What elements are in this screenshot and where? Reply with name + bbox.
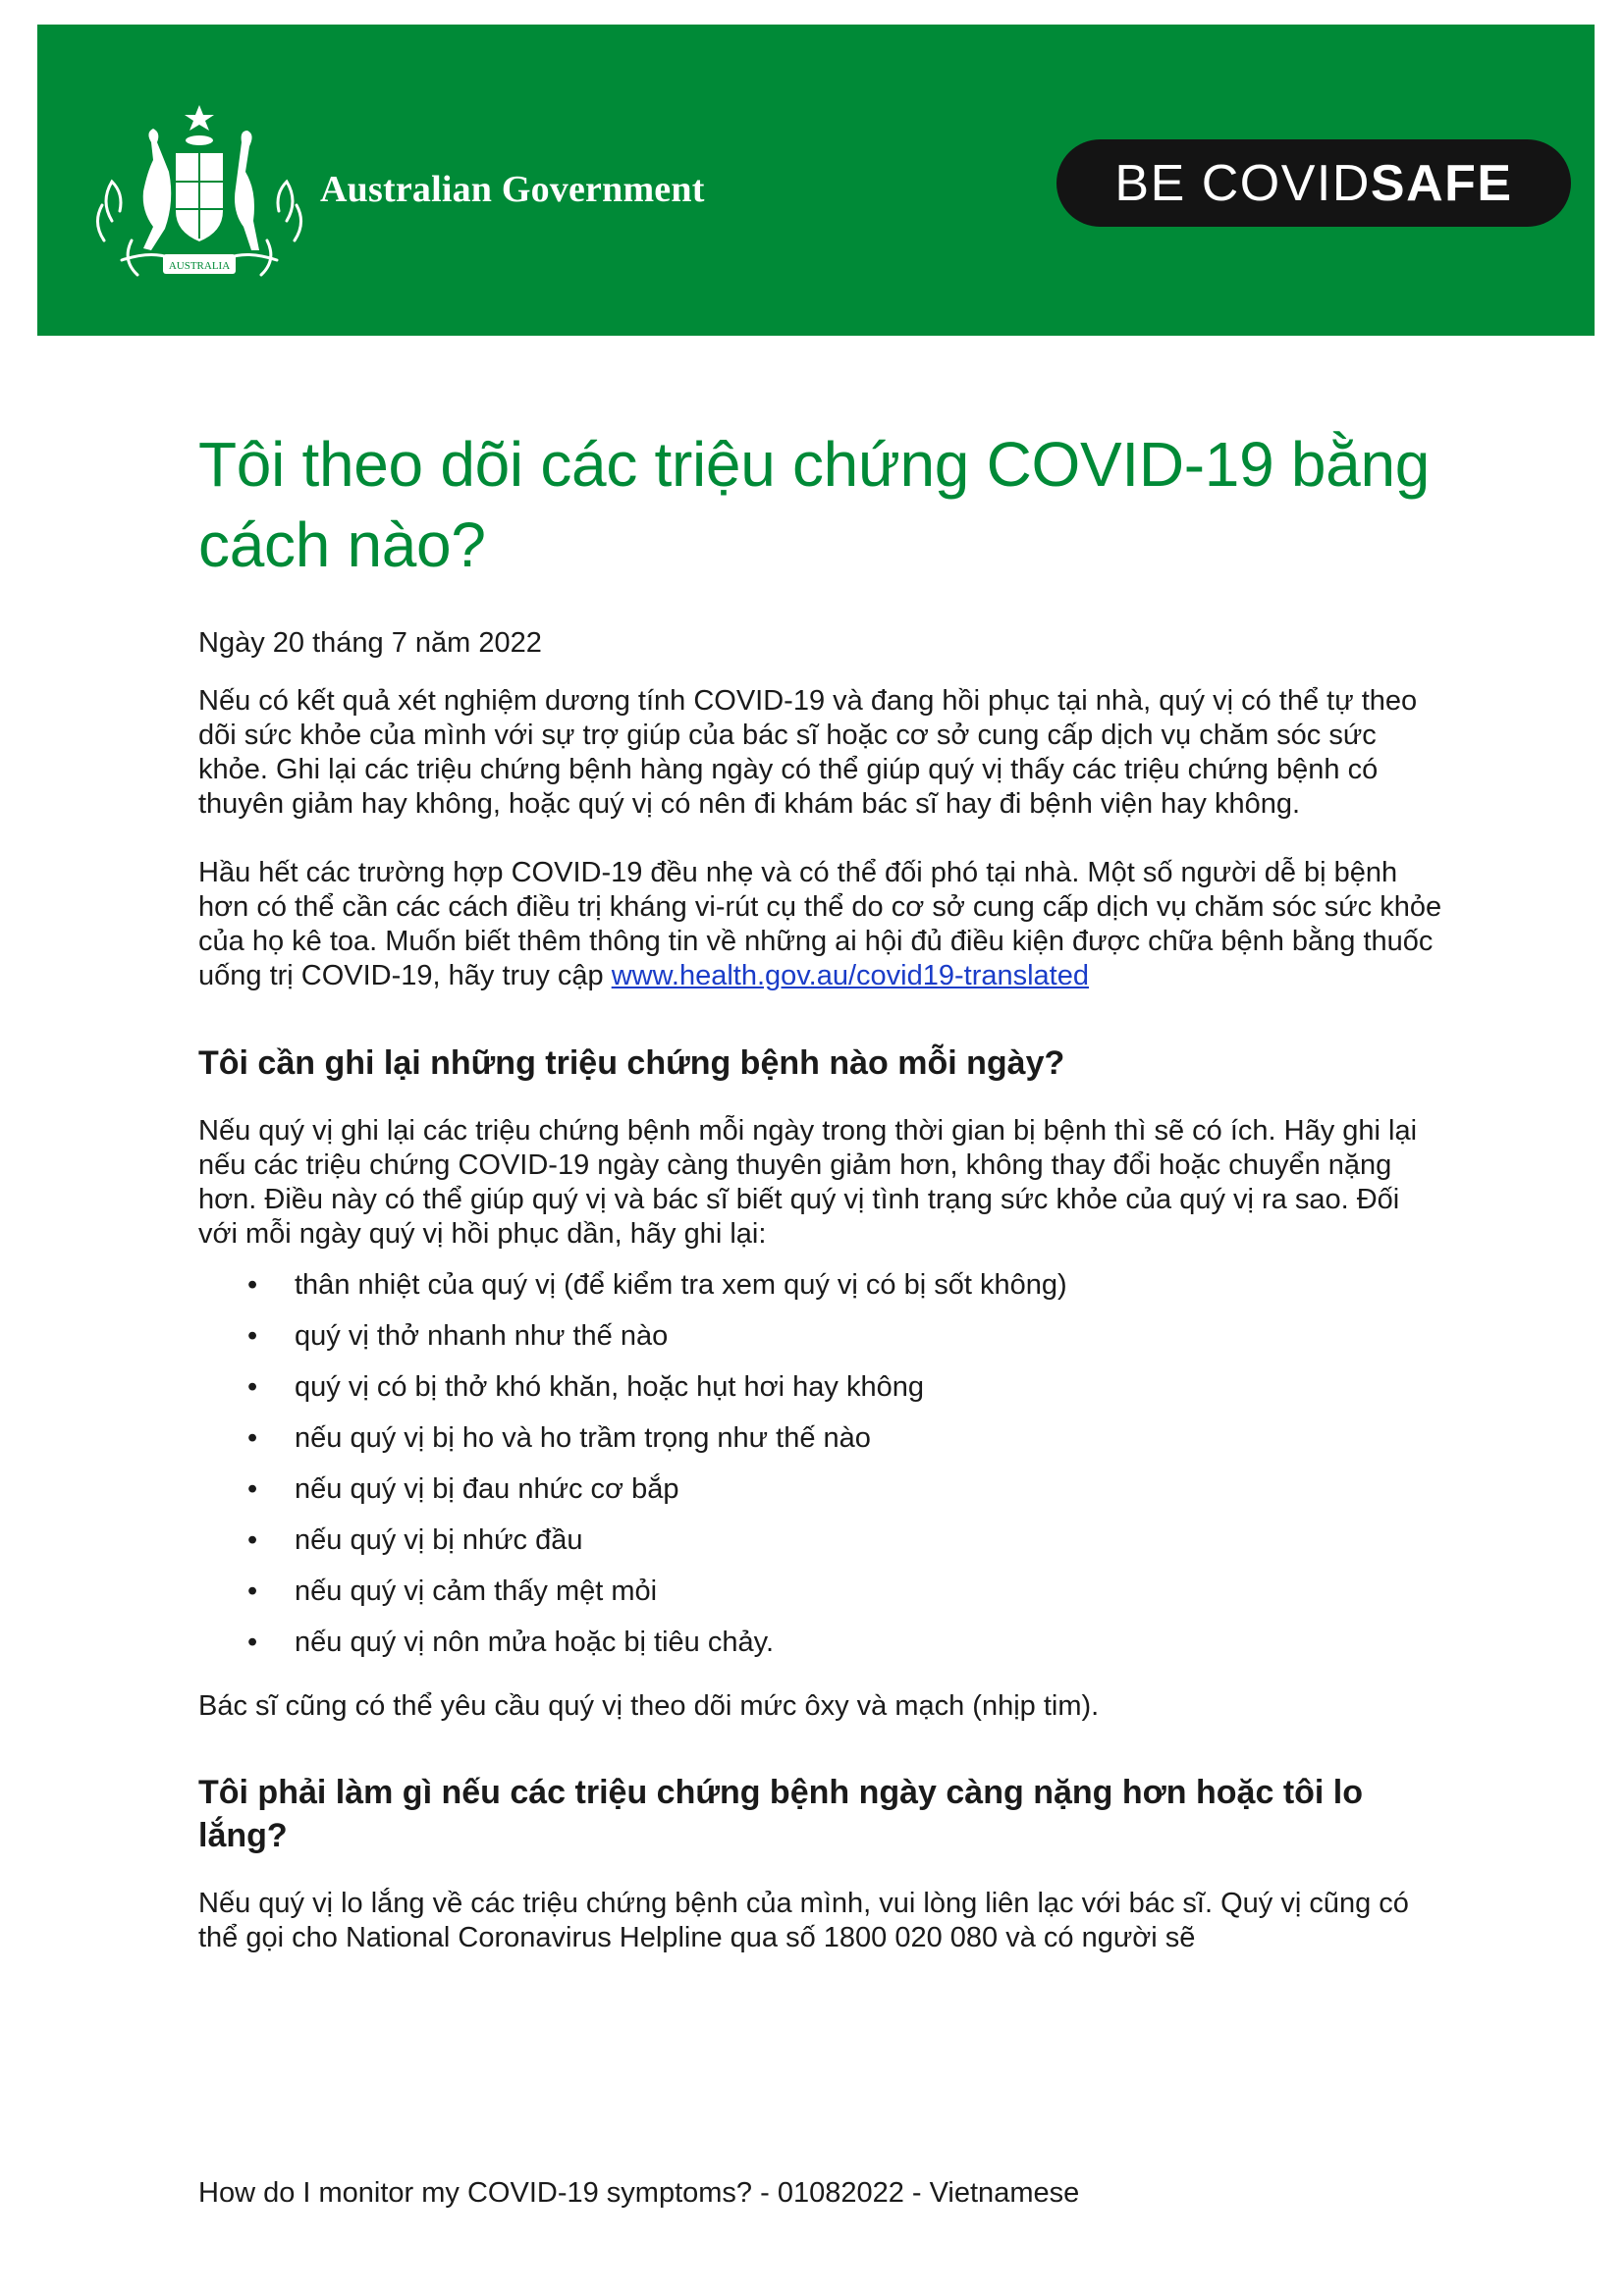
- bullet-icon: •: [247, 1473, 258, 1505]
- crest-scroll-text: AUSTRALIA: [168, 260, 231, 272]
- section-heading-symptoms: Tôi cần ghi lại những triệu chứng bệnh nào mỗi ngày?: [198, 1044, 1065, 1082]
- bullet-icon: •: [247, 1371, 258, 1403]
- page-title: Tôi theo dõi các triệu chứng COVID-19 bằng cách nào?: [198, 429, 1431, 580]
- publication-date: Ngày 20 tháng 7 năm 2022: [198, 627, 542, 659]
- list-item: [198, 1267, 1445, 1303]
- header-banner: [37, 25, 1595, 336]
- helpline-paragraph: Nếu quý vị lo lắng về các triệu chứng bệnh của mình, vui lòng liên lạc với bác sĩ. Quý vị cũng có thể gọi cho National Coronavirus Helpline qua số 1800 020 080 và có người sẽ: [198, 1888, 1409, 1953]
- list-item-text: nếu quý vị cảm thấy mệt mỏi: [295, 1575, 658, 1607]
- be-covidsafe-badge: [1056, 139, 1571, 227]
- mild-cases-text: Hầu hết các trường hợp COVID-19 đều nhẹ và có thể đối phó tại nhà. Một số người dễ bị bệnh hơn có thể cần các cách điều trị kháng vi-rút cụ thể do cơ sở cung cấp dịch vụ chăm sóc sức khỏe của họ kê toa. Muốn biết thêm thông tin về những ai hội đủ điều kiện được chữa bệnh bằng thuốc uống trị COVID-19, hãy truy cập: [198, 857, 1442, 991]
- list-item-text: nếu quý vị bị nhức đầu: [295, 1524, 583, 1556]
- bullet-icon: •: [247, 1627, 258, 1658]
- section-heading-worse-symptoms: Tôi phải làm gì nếu các triệu chứng bệnh ngày càng nặng hơn hoặc tôi lo lắng?: [198, 1774, 1364, 1854]
- bullet-icon: •: [247, 1422, 258, 1454]
- bullet-icon: •: [247, 1524, 258, 1556]
- bullet-icon: •: [247, 1269, 258, 1301]
- main-content: [198, 424, 1445, 1955]
- list-item-text: quý vị có bị thở khó khăn, hoặc hụt hơi hay không: [295, 1371, 924, 1403]
- australian-coat-of-arms-icon: [92, 103, 306, 290]
- list-item: [198, 1318, 1445, 1354]
- intro-paragraph: Nếu có kết quả xét nghiệm dương tính COVID-19 và đang hồi phục tại nhà, quý vị có thể tự theo dõi sức khỏe của mình với sự trợ giúp của bác sĩ hoặc cơ sở cung cấp dịch vụ chăm sóc sức khỏe. Ghi lại các triệu chứng bệnh hàng ngày có thể giúp quý vị thấy các triệu chứng bệnh có thuyên giảm hay không, hoặc quý vị có nên đi khám bác sĩ hay đi bệnh viện hay không.: [198, 685, 1418, 820]
- list-item: [198, 1625, 1445, 1660]
- list-item: [198, 1574, 1445, 1609]
- list-item: [198, 1471, 1445, 1507]
- list-item-text: nếu quý vị nôn mửa hoặc bị tiêu chảy.: [295, 1627, 775, 1658]
- bullet-icon: •: [247, 1320, 258, 1352]
- list-item: [198, 1369, 1445, 1405]
- badge-safe: SAFE: [1370, 154, 1513, 212]
- list-item-text: thân nhiệt của quý vị (để kiểm tra xem quý vị có bị sốt không): [295, 1269, 1067, 1301]
- symptoms-intro-paragraph: Nếu quý vị ghi lại các triệu chứng bệnh mỗi ngày trong thời gian bị bệnh thì sẽ có ích. Hãy ghi lại nếu các triệu chứng COVID-19 ngày càng thuyên giảm hơn, không thay đổi hoặc chuyển nặng hơn. Điều này có thể giúp quý vị và bác sĩ biết quý vị tình trạng sức khỏe của quý vị ra sao. Đối với mỗi ngày quý vị hồi phục dần, hãy ghi lại:: [198, 1115, 1418, 1250]
- badge-be-covid: BE COVID: [1114, 154, 1371, 212]
- list-item-text: nếu quý vị bị đau nhức cơ bắp: [295, 1473, 679, 1505]
- doctor-note-paragraph: Bác sĩ cũng có thể yêu cầu quý vị theo dõi mức ôxy và mạch (nhịp tim).: [198, 1690, 1100, 1722]
- list-item-text: quý vị thở nhanh như thế nào: [295, 1320, 669, 1352]
- list-item: [198, 1420, 1445, 1456]
- list-item-text: nếu quý vị bị ho và ho trầm trọng như thế nào: [295, 1422, 871, 1454]
- bullet-icon: •: [247, 1575, 258, 1607]
- page-footer: How do I monitor my COVID-19 symptoms? - 01082022 - Vietnamese: [198, 2177, 1080, 2209]
- mild-cases-paragraph: [198, 856, 1445, 993]
- list-item: [198, 1522, 1445, 1558]
- government-name: Australian Government: [320, 169, 705, 210]
- health-gov-link[interactable]: www.health.gov.au/covid19-translated: [611, 960, 1089, 991]
- symptom-list: [198, 1267, 1445, 1660]
